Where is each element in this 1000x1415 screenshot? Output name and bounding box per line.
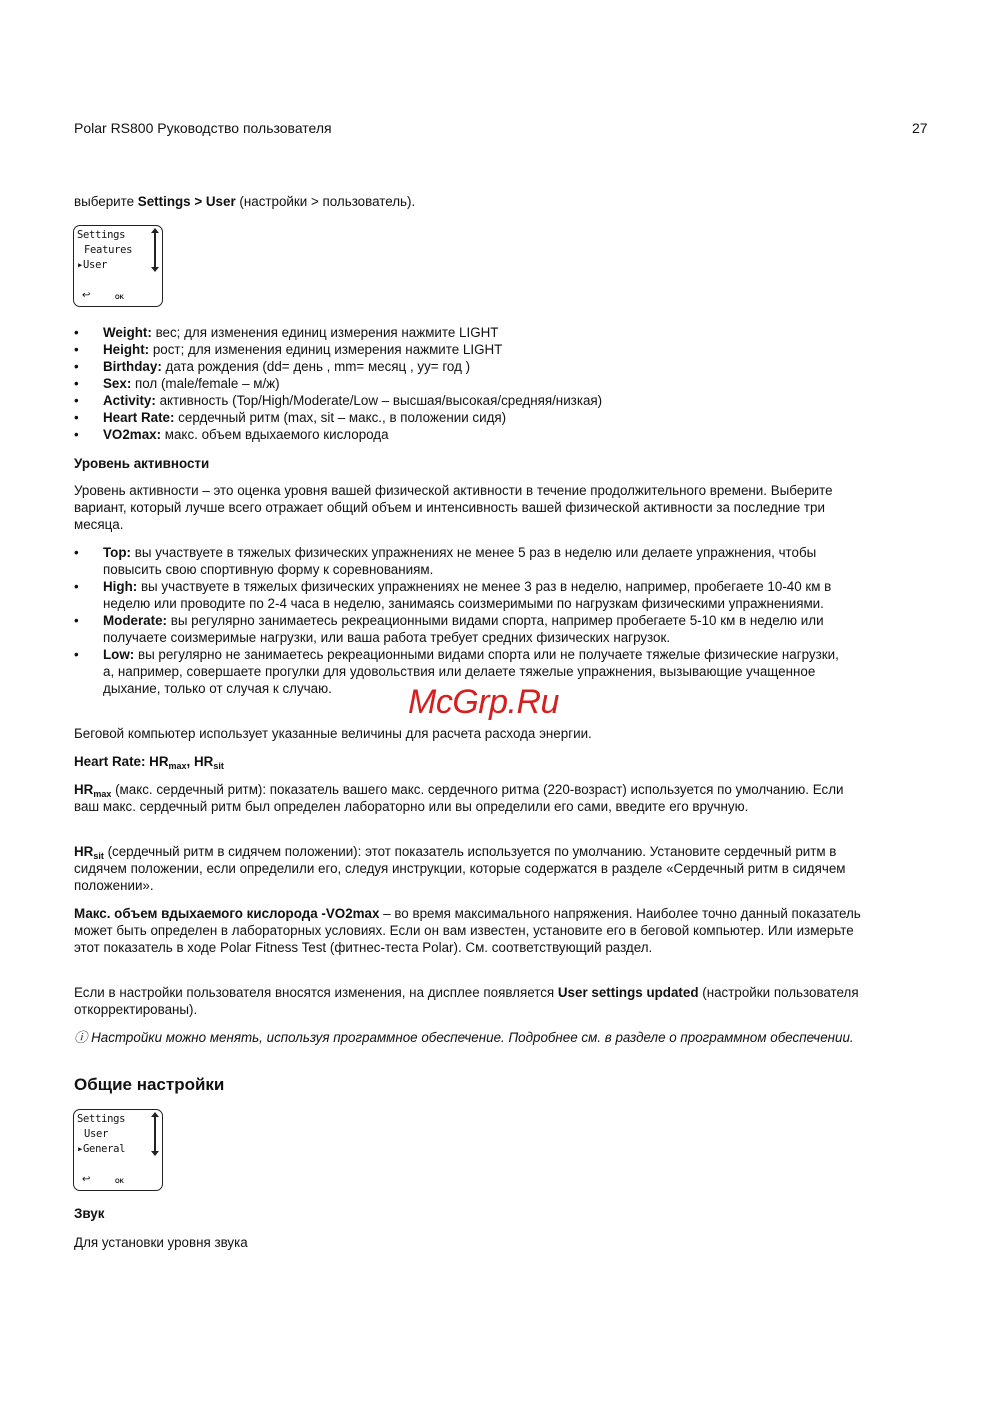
user-settings-list <box>74 324 954 443</box>
hrsit-paragraph: $HR_{sit}$ (сердечный ритм в сидячем положении): этот показатель используется по умолчанию. Установите сердечный ритм в сидячем положении, если определили его, следуя инструкции, которые содержатся в разделе «Сердечный ритм в сидячем положении». <box>74 844 846 893</box>
update-paragraph: Если в настройки пользователя вносятся изменения, на дисплее появляется User settings updated (настройки пользователя откорректированы). <box>74 985 859 1017</box>
info-icon: ⓘ <box>74 1030 88 1045</box>
selector-arrow-icon: ▸ <box>77 259 84 271</box>
user-setting-item: • Height: рост; для изменения единиц измерения нажмите LIGHT <box>74 341 954 358</box>
activity-level-item: • Top: вы участвуете в тяжелых физических упражнениях не менее 5 раз в неделю или делаете упражнения, чтобы повысить свою спортивную форму к соревнованиям. <box>74 544 844 578</box>
back-icon: ↩ <box>82 1174 91 1185</box>
activity-paragraph: Уровень активности – это оценка уровня вашей физической активности в течение продолжительного времени. Выберите вариант, который лучше всего отражает общий объем и интенсивность вашей физической активности за последние три месяца. <box>74 483 833 532</box>
page-number: 27 <box>912 120 928 136</box>
scrollbar-icon <box>154 230 156 270</box>
user-setting-item: • VO2max: макс. объем вдыхаемого кислорода <box>74 426 954 443</box>
scrollbar-icon <box>154 1114 156 1154</box>
header-title: Polar RS800 Руководство пользователя <box>74 120 332 136</box>
hr-heading: Heart Rate: $HR_{max}$, $HR_{sit}$ <box>74 754 224 771</box>
activity-usage: Беговой компьютер использует указанные величины для расчета расхода энергии. <box>74 726 592 741</box>
intro-text: выберите Settings > User (настройки > пользователь). <box>74 194 416 209</box>
hrmax-paragraph: $HR_{max}$ (макс. сердечный ритм): показатель вашего макс. сердечного ритма (220-возраст) используется по умолчанию. Если ваш макс. сердечный ритм был определен лабораторно или вы определили его сами, введите его вручную. <box>74 782 844 814</box>
user-setting-item: • Activity: активность (Top/High/Moderate/Low – высшая/высокая/средняя/низкая) <box>74 392 954 409</box>
watermark: McGrp.Ru <box>408 683 559 721</box>
vo2max-paragraph: Макс. объем вдыхаемого кислорода -VO2max – во время максимального напряжения. Наиболее точно данный показатель может быть определен в лабораторных условиях. Если он вам известен, установите его в беговой компьютер. Или измерьте этот показатель в ходе Polar Fitness Test (фитнес-теста Polar). См. соответствующий раздел. <box>74 906 861 955</box>
activity-level-item: • High: вы участвуете в тяжелых физических упражнениях не менее 3 раз в неделю, например, пробегаете 10-40 км в неделю или проводите по 2-4 часа в неделю, занимаясь соизмеримыми по нагрузкам физическими упражнениями. <box>74 578 844 612</box>
activity-level-item: • Moderate: вы регулярно занимаетесь рекреационными видами спорта, например пробегаете 5-10 км в неделю или получаете соизмеримые нагрузки, или ваша работа требует средних физических нагрузок. <box>74 612 844 646</box>
software-note: ⓘ Настройки можно менять, используя программное обеспечение. Подробнее см. в разделе о программном обеспечении. <box>74 1030 854 1045</box>
user-setting-item: • Heart Rate: сердечный ритм (max, sit – макс., в положении сидя) <box>74 409 954 426</box>
back-icon: ↩ <box>82 290 91 301</box>
watch-screen-user: Settings Features ▸User ↩ OK <box>73 225 163 307</box>
watch-screen-general: Settings User ▸General ↩ OK <box>73 1109 163 1191</box>
selector-arrow-icon: ▸ <box>77 1143 84 1155</box>
activity-level-item: • Low: вы регулярно не занимаетесь рекреационными видами спорта или не получаете тяжелые физические нагрузки, а, например, совершаете прогулки для удовольствия или делаете тяжелые упражнения, вызывающие учащенное дыхание, только от случая к случаю. <box>74 646 844 697</box>
activity-levels-list <box>74 544 844 697</box>
sound-heading: Звук <box>74 1206 105 1221</box>
settings-path: Settings > User <box>137 194 236 209</box>
general-heading: Общие настройки <box>74 1075 225 1094</box>
user-setting-item: • Weight: вес; для изменения единиц измерения нажмите LIGHT <box>74 324 954 341</box>
sound-text: Для установки уровня звука <box>74 1235 248 1250</box>
user-setting-item: • Sex: пол (male/female – м/ж) <box>74 375 954 392</box>
activity-heading: Уровень активности <box>74 456 210 471</box>
user-setting-item: • Birthday: дата рождения (dd= день , mm= месяц , yy= год ) <box>74 358 954 375</box>
